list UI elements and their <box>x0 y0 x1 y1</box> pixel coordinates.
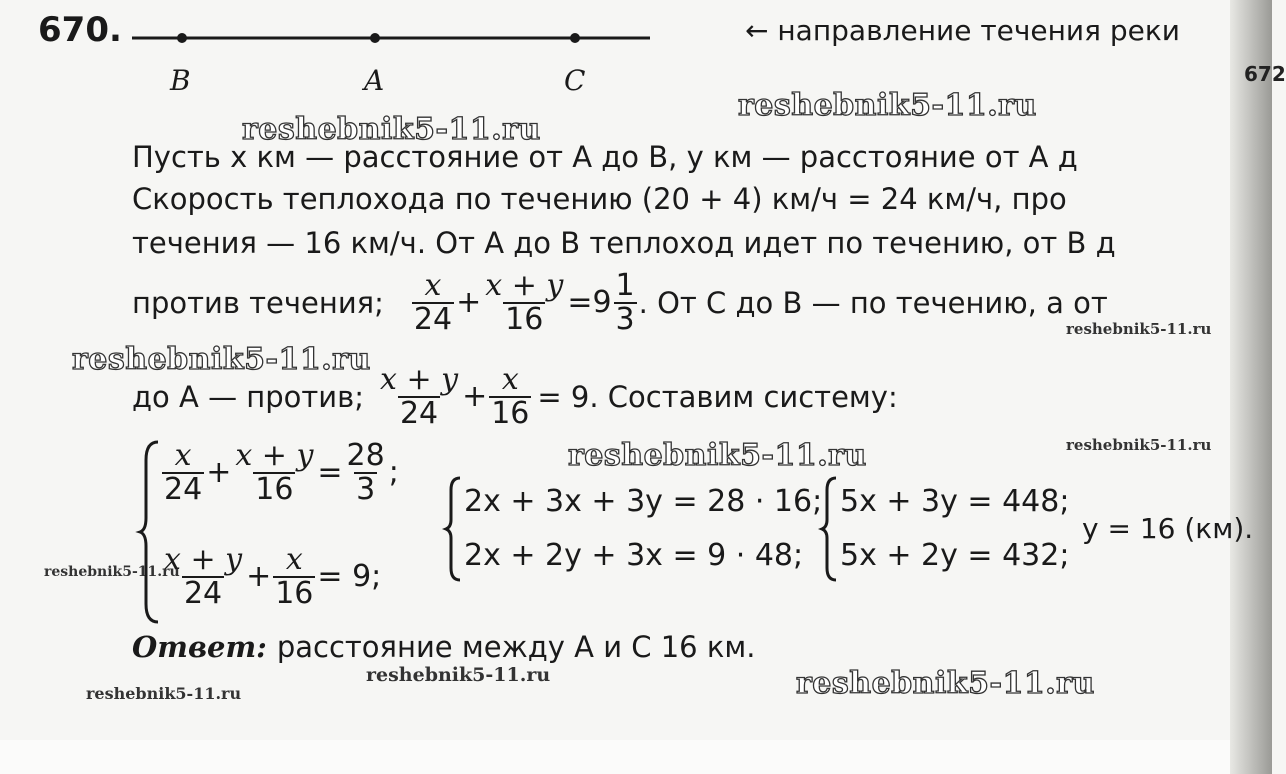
line4-suffix: . От C до B — по течению, а от <box>638 285 1108 320</box>
line5-prefix: до A — против; <box>132 379 364 414</box>
page-binding-shadow <box>1230 0 1272 774</box>
text-line-4: против течения; $\frac{x}{24}$ + $\frac{x + y}{16}$ = 9 $\frac{1}{3}$ . От C до B — по течению, а от <box>132 268 1108 337</box>
mixed-whole: 9 <box>592 285 612 320</box>
answer-text: расстояние между A и C 16 км. <box>276 630 756 664</box>
point-a-label: A <box>364 64 385 97</box>
system1-brace <box>138 440 160 624</box>
watermark: reshebnik5-11.ru <box>72 342 371 377</box>
system1-row2: $\frac{x + y}{24}$ + $\frac{x}{16}$ = 9; <box>164 542 382 611</box>
line5-suffix: = 9. Составим систему: <box>537 379 898 414</box>
point-a-dot <box>370 33 380 43</box>
watermark: reshebnik5-11.ru <box>796 666 1095 701</box>
watermark: reshebnik5-11.ru <box>242 112 541 147</box>
system2-row2: 2x + 2y + 3x = 9 · 48; <box>464 538 804 573</box>
watermark: reshebnik5-11.ru <box>1066 320 1212 338</box>
fraction-x-16: $\frac{x}{16}$ <box>491 362 530 431</box>
system2-row1: 2x + 3x + 3y = 28 · 16; <box>464 484 823 519</box>
watermark: reshebnik5-11.ru <box>44 564 180 580</box>
fraction-xy-16: $\frac{x + y}{16}$ <box>485 268 564 337</box>
watermark: reshebnik5-11.ru <box>1066 436 1212 454</box>
text-line-3: течения — 16 км/ч. От A до B теплоход идет по течению, от B д <box>132 226 1116 260</box>
river-direction-note: ← направление течения реки <box>745 14 1180 47</box>
text-line-2: Скорость теплохода по течению (20 + 4) км/ч = 24 км/ч, про <box>132 182 1067 216</box>
next-problem-number: 672 <box>1244 62 1286 86</box>
answer-line <box>132 630 755 664</box>
watermark: reshebnik5-11.ru <box>366 664 551 686</box>
system3-row2: 5x + 2y = 432; <box>840 538 1070 573</box>
fraction-1-3: $\frac{1}{3}$ <box>615 268 635 337</box>
point-c-dot <box>570 33 580 43</box>
system1-row1: $\frac{x}{24}$ + $\frac{x + y}{16}$ = $\frac{28}{3}$ ; <box>164 438 399 507</box>
page-bottom-margin <box>0 740 1272 774</box>
system3-row1: 5x + 3y = 448; <box>840 484 1070 519</box>
watermark: reshebnik5-11.ru <box>86 684 242 703</box>
system3-brace <box>820 476 838 582</box>
problem-number: 670. <box>38 10 122 50</box>
answer-label: Ответ: <box>132 630 267 664</box>
fraction-x-24: $\frac{x}{24}$ <box>413 268 453 337</box>
text-line-1: Пусть x км — расстояние от A до B, y км — расстояние от A д <box>132 140 1078 174</box>
point-b-label: B <box>170 64 191 97</box>
text-line-5: до A — против; $\frac{x + y}{24}$ + $\frac{x}{16}$ = 9. Составим систему: <box>132 362 898 431</box>
result-y: y = 16 (км). <box>1082 512 1254 545</box>
point-b-dot <box>177 33 187 43</box>
watermark: reshebnik5-11.ru <box>738 88 1037 123</box>
line4-prefix: против течения; <box>132 285 384 320</box>
river-segment-diagram <box>130 20 660 60</box>
system2-brace <box>444 476 462 582</box>
fraction-xy-24: $\frac{x + y}{24}$ <box>380 362 459 431</box>
point-c-label: C <box>564 64 586 97</box>
watermark: reshebnik5-11.ru <box>568 438 867 473</box>
